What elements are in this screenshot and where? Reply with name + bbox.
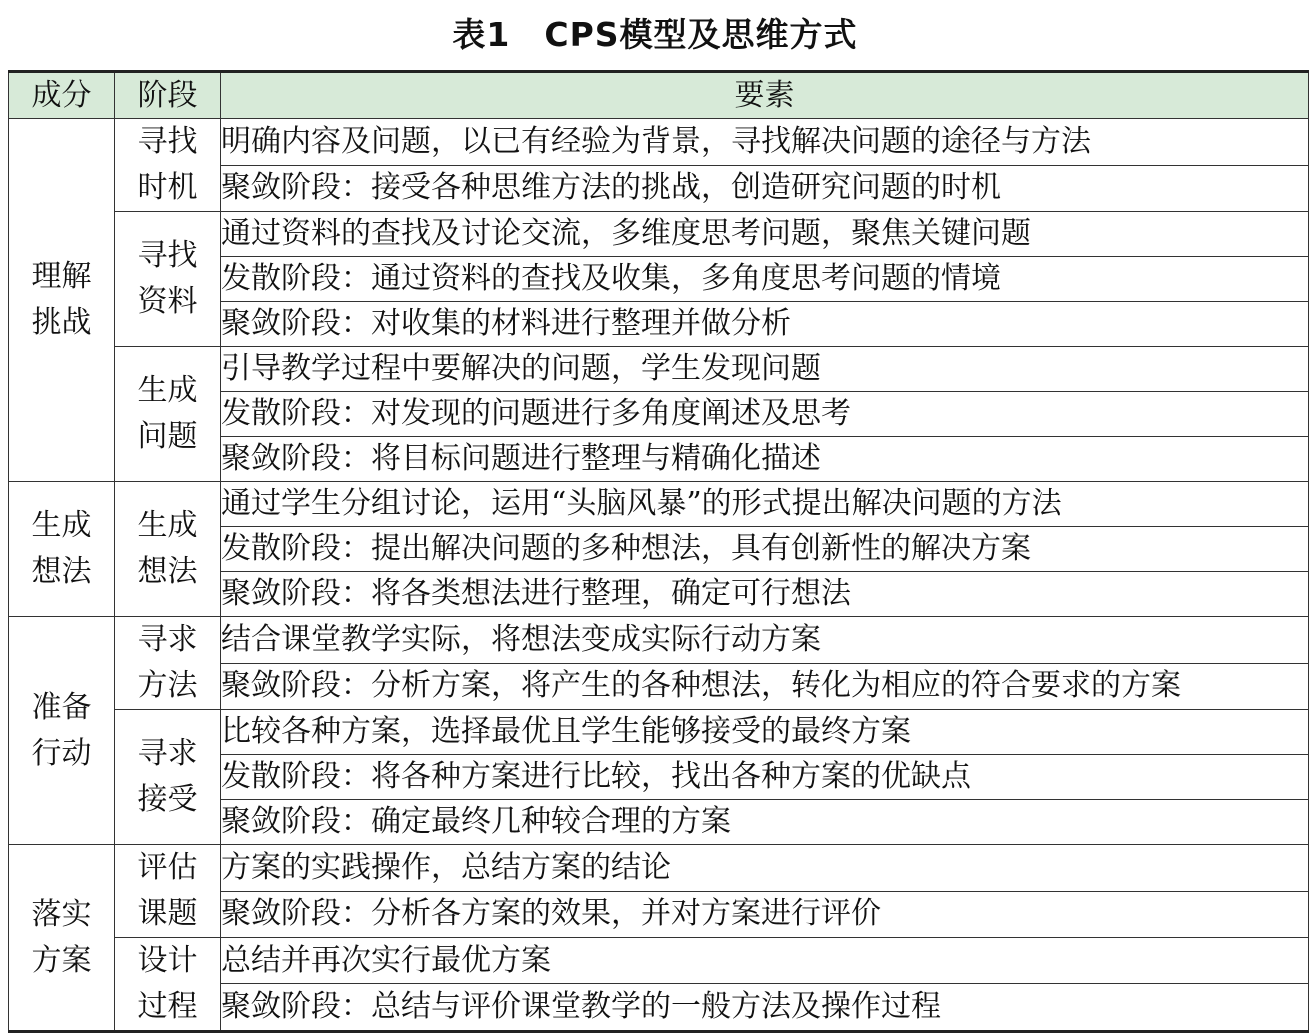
element-cell: 明确内容及问题，以已有经验为背景，寻找解决问题的途径与方法	[221, 119, 1309, 166]
table-title: 表1 CPS模型及思维方式	[452, 15, 858, 54]
stage-cell: 寻找 资料	[115, 212, 221, 347]
stage-cell: 寻求 接受	[115, 710, 221, 845]
stage-cell: 生成 问题	[115, 347, 221, 482]
element-cell: 聚敛阶段：对收集的材料进行整理并做分析	[221, 302, 1309, 347]
element-cell: 聚敛阶段：接受各种思维方法的挑战，创造研究问题的时机	[221, 165, 1309, 212]
table-row	[9, 482, 1309, 527]
table-row	[9, 212, 1309, 257]
element-cell: 聚敛阶段：总结与评价课堂教学的一般方法及操作过程	[221, 984, 1309, 1032]
element-cell: 引导教学过程中要解决的问题，学生发现问题	[221, 347, 1309, 392]
table-row	[9, 845, 1309, 892]
element-cell: 聚敛阶段：分析方案，将产生的各种想法，转化为相应的符合要求的方案	[221, 663, 1309, 710]
stage-cell: 设计 过程	[115, 938, 221, 1032]
element-cell: 总结并再次实行最优方案	[221, 938, 1309, 984]
table-row	[9, 938, 1309, 984]
table-row	[9, 119, 1309, 166]
cps-model-table	[8, 70, 1309, 1033]
element-cell: 聚敛阶段：将各类想法进行整理，确定可行想法	[221, 572, 1309, 617]
table-row	[9, 347, 1309, 392]
table-row	[9, 710, 1309, 755]
component-cell: 生成 想法	[9, 482, 115, 617]
element-cell: 比较各种方案，选择最优且学生能够接受的最终方案	[221, 710, 1309, 755]
table-row	[9, 617, 1309, 664]
component-cell: 落实 方案	[9, 845, 115, 1032]
element-cell: 聚敛阶段：将目标问题进行整理与精确化描述	[221, 437, 1309, 482]
header-component: 成分	[9, 72, 115, 119]
header-elements: 要素	[221, 72, 1309, 119]
element-cell: 聚敛阶段：确定最终几种较合理的方案	[221, 800, 1309, 845]
element-cell: 结合课堂教学实际，将想法变成实际行动方案	[221, 617, 1309, 664]
header-row	[9, 72, 1309, 119]
element-cell: 聚敛阶段：分析各方案的效果，并对方案进行评价	[221, 891, 1309, 938]
element-cell: 通过学生分组讨论，运用“头脑风暴”的形式提出解决问题的方法	[221, 482, 1309, 527]
stage-cell: 寻求 方法	[115, 617, 221, 710]
element-cell: 发散阶段：通过资料的查找及收集，多角度思考问题的情境	[221, 257, 1309, 302]
element-cell: 通过资料的查找及讨论交流，多维度思考问题，聚焦关键问题	[221, 212, 1309, 257]
stage-cell: 评估 课题	[115, 845, 221, 938]
element-cell: 方案的实践操作，总结方案的结论	[221, 845, 1309, 892]
header-stage: 阶段	[115, 72, 221, 119]
stage-cell: 寻找 时机	[115, 119, 221, 212]
element-cell: 发散阶段：提出解决问题的多种想法，具有创新性的解决方案	[221, 527, 1309, 572]
component-cell: 准备 行动	[9, 617, 115, 845]
stage-cell: 生成 想法	[115, 482, 221, 617]
element-cell: 发散阶段：将各种方案进行比较，找出各种方案的优缺点	[221, 755, 1309, 800]
component-cell: 理解 挑战	[9, 119, 115, 482]
element-cell: 发散阶段：对发现的问题进行多角度阐述及思考	[221, 392, 1309, 437]
